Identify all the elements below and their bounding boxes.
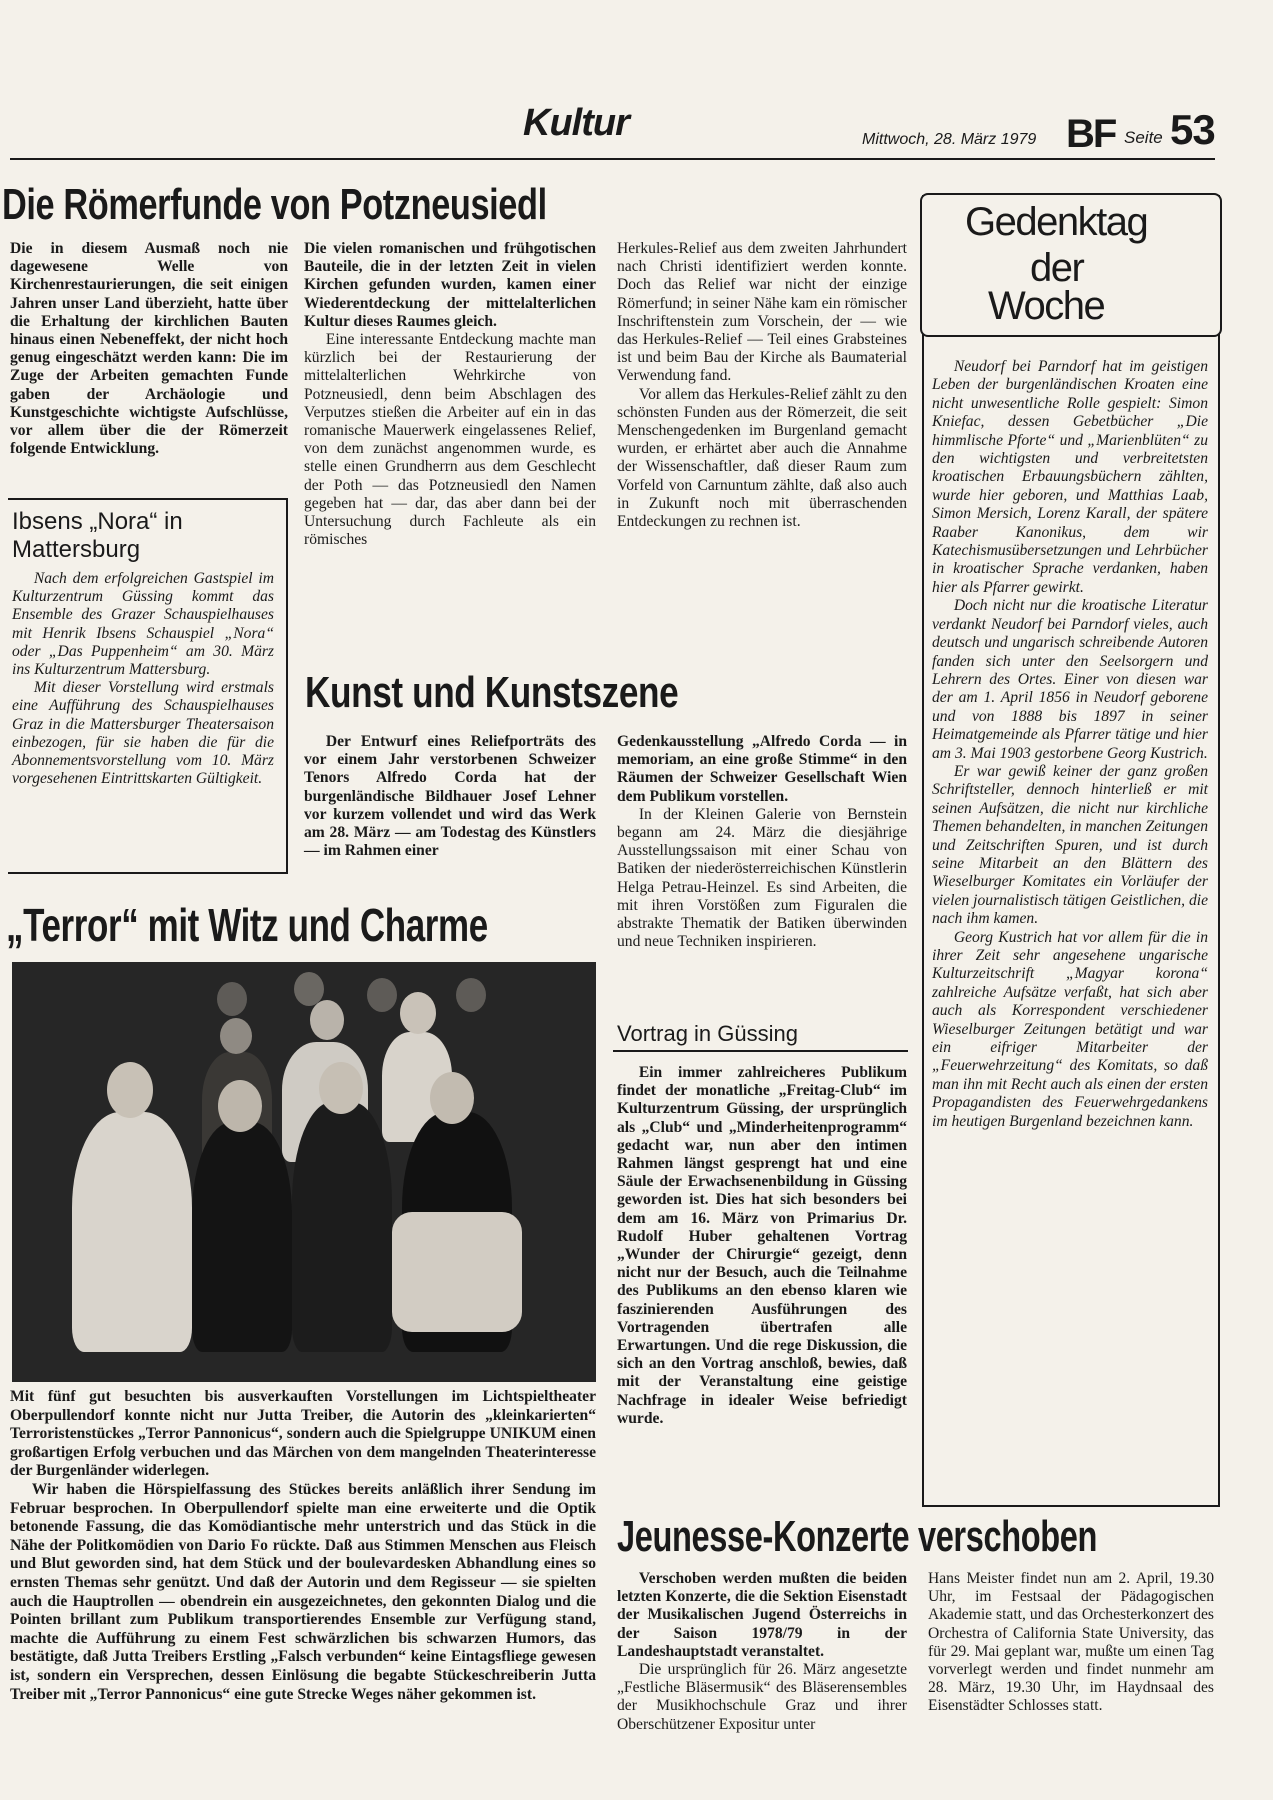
person-head xyxy=(220,1018,252,1054)
person-head xyxy=(218,1080,262,1132)
person-head xyxy=(400,992,436,1034)
roemerfunde-col2-p1: Die vielen romanischen und frühgotischen Bauteile, die in der letzten Zeit in vielen Kirchen gefunden wurden, kamen einer Wiederentdeckung der mittelalterlichen Kultur dieses Raumes gleich. xyxy=(304,240,596,330)
nora-title: Ibsens „Nora“ in Mattersburg xyxy=(12,508,183,563)
roemerfunde-col2-p2: Eine interessante Entdeckung machte man kürzlich bei der Restaurierung der mittelalterlichen Wehrkirche von Potzneusiedl, denn beim Abschlagen des Verputzes stießen die Arbeiter auf ein in das romanische Mauerwerk eingelassenes Relief, von dem zunächst angenommen wurde, es stelle einen Grundherrn aus dem Geschlecht der Poth — das Potzneusiedl den Namen gegeben hat — dar, das aber dann bei der Untersuchung durch Fachleute als ein römisches xyxy=(304,331,596,549)
roemerfunde-col3-p1: Herkules-Relief aus dem zweiten Jahrhundert nach Christi identifiziert werden konnte. Doch das Relief war nicht der einzige Römerfund; in seiner Nähe kam ein römischer Inschriftenstein zum Vorschein, der — wie das Herkules-Relief — Teil eines Grabsteines ist und beim Bau der Kirche als Baumaterial Verwendung fand. xyxy=(617,240,907,385)
jeunesse-col1-p1: Verschoben werden mußten die beiden letzten Konzerte, die die Sektion Eisenstadt der Musikalischen Jugend Österreichs in der Saison 1978/79 in der Landeshauptstadt veranstaltet. xyxy=(617,1570,907,1660)
gedenktag-title-1: Gedenktag xyxy=(965,200,1148,244)
nora-p1: Nach dem erfolgreichen Gastspiel im Kulturzentrum Güssing kommt das Ensemble des Grazer Schauspielhauses mit Henrik Ibsens Schauspiel „Nora“ oder „Das Puppenheim“ am 30. März ins Kulturzentrum Mattersburg. xyxy=(12,570,274,679)
person-head xyxy=(310,1000,344,1040)
terror-caption xyxy=(10,1388,596,1704)
headline-jeunesse: Jeunesse-Konzerte verschoben xyxy=(617,1512,1098,1561)
vortrag-text xyxy=(617,1064,907,1428)
headline-roemerfunde: Die Römerfunde von Potzneusiedl xyxy=(2,180,547,229)
kunst-col1 xyxy=(304,733,596,860)
theater-group-photo xyxy=(12,962,596,1382)
gedenktag-p2: Doch nicht nur die kroatische Literatur verdankt Neudorf bei Parndorf vieles, auch deutsch und ungarisch schreibende Autoren fanden sich unter den Seelsorgern und Lehrern des Ortes. Einer von diesen war der am 1. April 1856 in Neudorf geborene und von 1888 bis 1897 in seiner Heimatgemeinde als Pfarrer tätige und hier am 3. Mai 1903 gestorbene Georg Kustrich. xyxy=(932,597,1208,762)
issue-date: Mittwoch, 28. März 1979 xyxy=(862,131,1037,148)
person-head xyxy=(319,1062,363,1114)
jeunesse-col2 xyxy=(928,1570,1214,1716)
person-head xyxy=(107,1062,153,1118)
roemerfunde-intro: Die in diesem Ausmaß noch nie dagewesene Welle von Kirchenrestaurierungen, die seit einigen Jahren unser Land überzieht, hatte über die Erhaltung der kirchlichen Bauten hinaus einen Nebeneffekt, der nicht hoch genug eingeschätzt werden kann: Die im Zuge der Arbeiten gemachten Funde gaben der Archäologie und Kunstgeschichte wichtigste Aufschlüsse, vor allem über die der Römerzeit folgende Entwicklung. xyxy=(10,240,288,458)
roemerfunde-col3-p2: Vor allem das Herkules-Relief zählt zu den schönsten Funden aus der Römerzeit, die seit Menschengedenken im Burgenland gemacht wurden, er erhärtet aber auch die Annahme der Wissenschaftler, daß dieser Raum zum Vorfeld von Carnuntum zählte, daß also auch in Zukunft noch mit überraschenden Entdeckungen zu rechnen ist. xyxy=(617,385,908,531)
nora-p2: Mit dieser Vorstellung wird erstmals eine Aufführung des Schauspielhauses Graz in die Mattersburger Theatersaison einbezogen, für sie haben die für die Abonnementsvorstellung vom 10. März vorgesehenen Eintrittskarten Gültigkeit. xyxy=(12,679,274,788)
jeunesse-col1-p2: Die ursprünglich für 26. März angesetzte „Festliche Bläsermusik“ des Bläserensembles der Musikhochschule Graz und ihrer Oberschützener Expositur unter xyxy=(617,1661,907,1733)
kunst-col2 xyxy=(617,733,907,951)
jeunesse-col2-p: Hans Meister findet nun am 2. April, 19.30 Uhr, im Festsaal der Pädagogischen Akademie statt, und das Orchesterkonzert des Orchestra of California State University, das für 29. Mai geplant war, mußte um einen Tag vorverlegt werden und findet nunmehr am 28. März, 19.30 Uhr, im Haydnsaal des Eisenstädter Schlosses statt. xyxy=(928,1570,1214,1715)
roemerfunde-col3 xyxy=(617,240,907,531)
roemerfunde-col1 xyxy=(10,240,288,458)
terror-body-p: Wir haben die Hörspielfassung des Stückes bereits anläßlich ihrer Sendung im Februar besprochen. In Oberpullendorf spielte man eine erweiterte und die Optik betonende Fassung, die das Komödiantische mehr unterstrich und das Stück in die Nähe der Politkomödien von Dario Fo rückte. Daß aus Stimmen Menschen aus Fleisch und Blut geworden sind, hat dem Stück und der boulevardesken Abhandlung eines so ernsten Themas sehr genützt. Und daß der Autorin und dem Regisseur — sie spielten auch die Hauptrollen — obendrein ein ausgezeichnetes, den gekonnten Dialog und die Pointen brillant zum Publikum transportierendes Ensemble zur Verfügung stand, machte die Aufführung zu einem Fest schwärzlichen bis schwarzen Humors, das bestätigte, daß Jutta Treibers Erstling „Falsch verbunden“ keine Eintagsfliege gewesen ist, sondern ein Versprechen, dessen Einlösung die begabte Stückeschreiberin Jutta Treiber mit „Terror Pannonicus“ eine gute Strecke Weges näher gekommen ist. xyxy=(10,1480,596,1703)
vortrag-body: Ein immer zahlreicheres Publikum findet der monatliche „Freitag-Club“ im Kulturzentrum Güssing, der ursprünglich als „Club“ und „Minderheitenprogramm“ gedacht war, nun aber den intimen Rahmen längst gesprengt hat und eine Säule der Erwachsenenbildung in Güssing geworden ist. Dies hat sich besonders bei dem am 16. März von Primarius Dr. Rudolf Huber gehaltenen Vortrag „Wunder der Chirurgie“ gezeigt, denn nicht nur der Besuch, auch die Teilnahme des Publikums an den ebenso klaren wie faszinierenden Ausführungen des Vortragenden übertrafen alle Erwartungen. Und die rege Diskussion, die sich an den Vortrag anschloß, bewies, daß mit der Veranstaltung eine geistige Nachfrage in idealer Weise befriedigt wurde. xyxy=(617,1064,907,1427)
vortrag-title: Vortrag in Güssing xyxy=(617,1021,798,1046)
headline-terror: „Terror“ mit Witz und Charme xyxy=(6,899,488,951)
person-head xyxy=(217,982,247,1016)
gedenktag-title-2: der xyxy=(1030,246,1084,290)
nora-text xyxy=(12,570,274,788)
kunst-col2-p1: Gedenkausstellung „Alfredo Corda — in memoriam, an eine große Stimme“ in den Räumen der Schweizer Gesellschaft Wien dem Publikum vorstellen. xyxy=(617,733,907,805)
jeunesse-col1 xyxy=(617,1570,907,1734)
person-head xyxy=(430,1072,474,1124)
person-body xyxy=(292,1102,392,1352)
gedenktag-p4: Georg Kustrich hat vor allem für die in ihrer Zeit sehr angesehene ungarische Kulturzeitschrift „Magyar korona“ zahlreiche Aufsätze verfaßt, hat sich aber auch als Korrespondent verschiedener Wieselburger Zeitungen betätigt und war ein eifriger Mitarbeiter der „Feuerwehrzeitung“ des Komitats, so daß man ihn mit Recht auch als einen der ersten Propagandisten des Feuerwehrgedankens im heutigen Burgenland bezeichnen kann. xyxy=(932,928,1208,1130)
headline-kunst: Kunst und Kunstszene xyxy=(305,668,679,717)
gedenktag-p3: Er war gewiß keiner der ganz großen Schriftsteller, dennoch hinterließ er mit seinen Aufsätzen, die nicht nur kirchliche Themen behandelten, in manchen Zeitungen und Zeitschriften Spuren, und ist durch seine Mitarbeit an den Blättern des Wieselburger Komitates ein Vorläufer der vielen journalistisch tätigen Geistlichen, die nach ihm kamen. xyxy=(932,762,1208,928)
gedenktag-p1: Neudorf bei Parndorf hat im geistigen Leben der burgenländischen Kroaten eine nicht unwesentliche Rolle gespielt: Simon Kniefac, dessen Gebetbücher „Die himmlische Pforte“ und „Marienblüten“ zu den wichtigsten und verbreitetsten kroatischen Erbauungsbüchern zählten, wurde hier geboren, und Matthias Laab, Simon Mersich, Lorenz Karall, der spätere Raaber Kanonikus, dem wir Katechismusübersetzungen und Lehrbücher in kroatischer Sprache verdanken, haben hier als Pfarrer gewirkt. xyxy=(932,358,1208,596)
person-body xyxy=(192,1122,292,1352)
terror-caption-p: Mit fünf gut besuchten bis ausverkauften Vorstellungen im Lichtspieltheater Oberpullendorf konnte nicht nur Jutta Treiber, die Autorin des „kleinkarierten“ Terroristenstückes „Terror Pannonicus“, sondern auch die Spielgruppe UNIKUM einen großartigen Erfolg verbuchen und das Märchen von dem mangelnden Theaterinteresse der Burgenländer widerlegen. xyxy=(10,1388,596,1480)
person-body xyxy=(72,1112,192,1352)
newspaper-logo: BF xyxy=(1066,112,1116,156)
person-head xyxy=(456,978,486,1012)
roemerfunde-col2 xyxy=(304,240,596,549)
gedenktag-text xyxy=(932,358,1208,1131)
kunst-col2-p2: In der Kleinen Galerie von Bernstein begann am 24. März die diesjährige Ausstellungssaison mit einer Schau von Batiken der niederösterreichischen Künstlerin Helga Petrau-Heinzel. Es sind Arbeiten, die mit ihren Vorstößen zum Figuralen die abstrakte Thematik der Batiken überwinden und neue Techniken inspirieren. xyxy=(617,805,907,951)
masthead-rule xyxy=(10,158,1215,160)
page-label: Seite xyxy=(1124,128,1163,147)
person-head xyxy=(367,978,397,1012)
vortrag-rule xyxy=(613,1050,908,1052)
kunst-col1-p: Der Entwurf eines Reliefporträts des vor einem Jahr verstorbenen Schweizer Tenors Alfredo Corda hat der burgenländische Bildhauer Josef Lehner vor kurzem vollendet und wird das Werk am 28. März — am Todestag des Künstlers — im Rahmen einer xyxy=(304,733,596,860)
person-legs xyxy=(392,1212,522,1332)
section-title: Kultur xyxy=(523,102,629,144)
gedenktag-title-3: Woche xyxy=(988,284,1105,328)
page-number: 53 xyxy=(1170,106,1215,153)
